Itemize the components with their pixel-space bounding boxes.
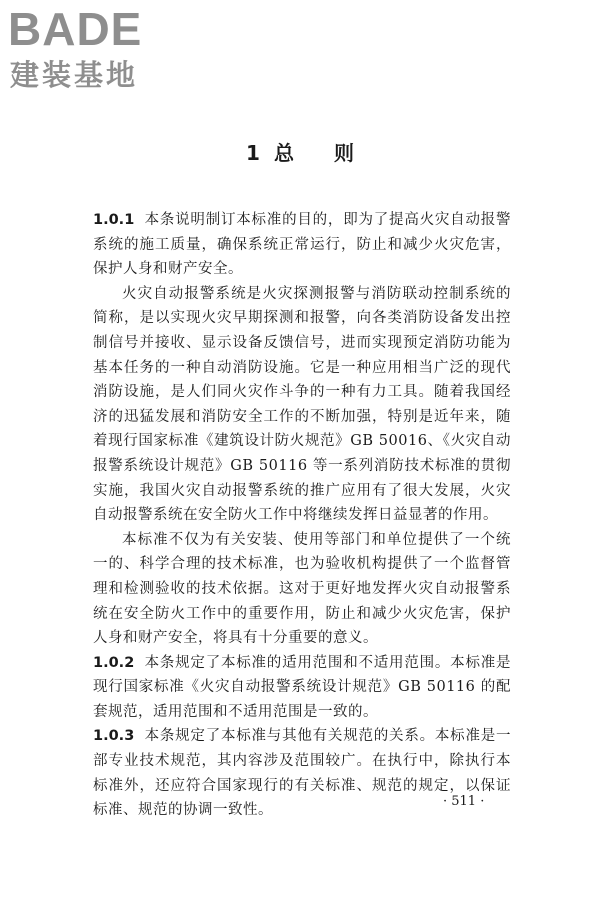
clause-number: 1.0.1 xyxy=(93,212,135,228)
page-number: · 511 · xyxy=(443,794,485,809)
clause-1-0-2 xyxy=(93,651,511,725)
chapter-number: 1 xyxy=(246,141,260,165)
logo-wordmark: BADE xyxy=(8,3,143,55)
paragraph: 火灾自动报警系统是火灾探测报警与消防联动控制系统的简称，是以实现火灾早期探测和报警，向各类消防设备发出控制信号并接收、显示设备反馈信号，进而实现预定消防功能为基本任务的一种自动消防设施。它是一种应用相当广泛的现代消防设施，是人们同火灾作斗争的一种有力工具。随着我国经济的迅猛发展和消防安全工作的不断加强，特别是近年来，随着现行国家标准《建筑设计防火规范》GB 50016、《火灾自动报警系统设计规范》GB 50116 等一系列消防技术标准的贯彻实施，我国火灾自动报警系统的推广应用有了很大发展，火灾自动报警系统在安全防火工作中将继续发挥日益显著的作用。 xyxy=(93,285,511,524)
clause-text: 本条规定了本标准的适用范围和不适用范围。本标准是现行国家标准《火灾自动报警系统设计规范》GB 50116 的配套规范，适用范围和不适用范围是一致的。 xyxy=(93,654,511,720)
clause-number: 1.0.2 xyxy=(93,654,135,671)
clause-text: 本条说明制订本标准的目的，即为了提高火灾自动报警系统的施工质量，确保系统正常运行，防止和减少火灾危害，保护人身和财产安全。 xyxy=(93,212,511,278)
paragraph: 本标准不仅为有关安装、使用等部门和单位提供了一个统一的、科学合理的技术标准，也为验收机构提供了一个监督管理和检测验收的技术依据。这对于更好地发挥火灾自动报警系统在安全防火工作中的重要作用，防止和减少火灾危害，保护人身和财产安全，将具有十分重要的意义。 xyxy=(93,531,511,647)
clause-number: 1.0.3 xyxy=(93,728,135,745)
chapter-title xyxy=(0,138,600,168)
document-body xyxy=(93,208,511,823)
clause-text: 本条规定了本标准与其他有关规范的关系。本标准是一部专业技术规范，其内容涉及范围较广。在执行中，除执行本标准外，还应符合国家现行的有关标准、规范的规定，以保证标准、规范的协调一致性。 xyxy=(93,728,511,819)
chapter-title-char-2: 则 xyxy=(333,141,354,165)
chapter-title-char-1: 总 xyxy=(273,141,294,165)
logo-subtitle: 建装基地 xyxy=(10,58,139,92)
clause-1-0-1 xyxy=(93,208,511,282)
watermark-logo xyxy=(8,4,183,96)
